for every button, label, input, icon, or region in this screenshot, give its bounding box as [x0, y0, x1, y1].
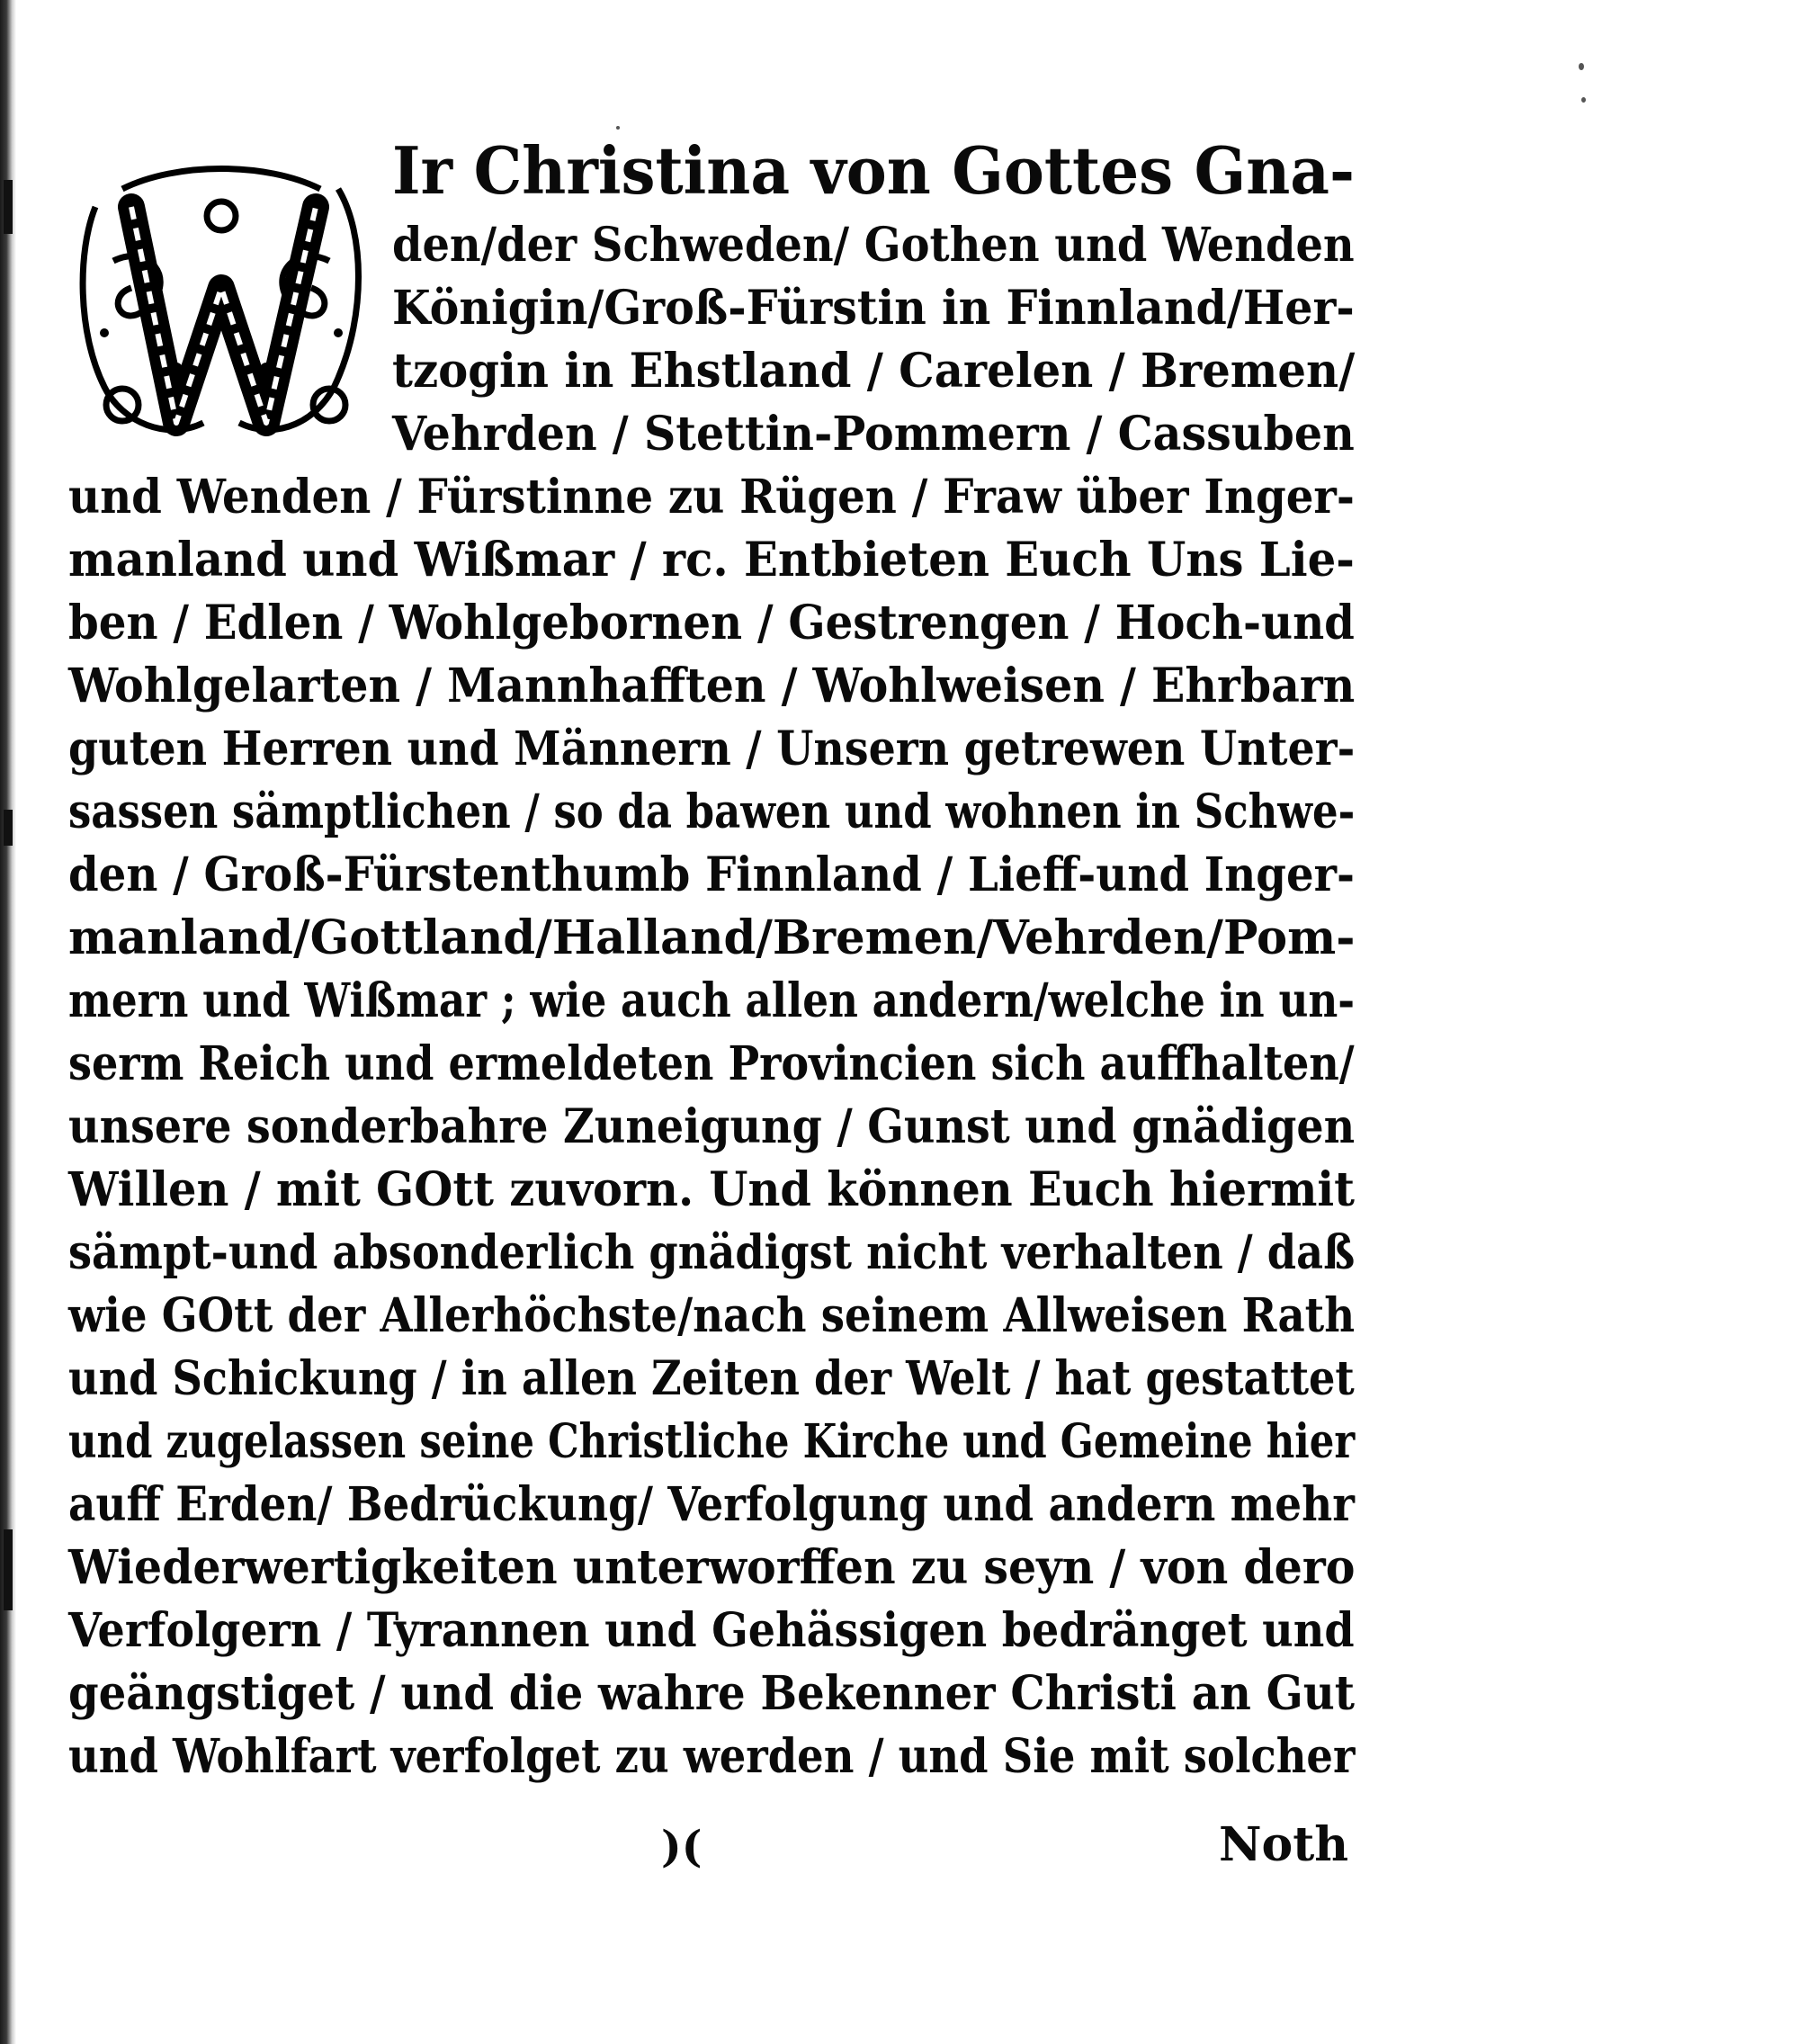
catchword: Noth	[1219, 1817, 1349, 1872]
text-line: Ir Christina von Gottes Gna-	[392, 132, 1355, 209]
text-line: auff Erden/ Bedrückung/ Verfolgung und andern mehr	[68, 1477, 1355, 1532]
text-line: Vehrden / Stettin-Pommern / Cassuben	[392, 407, 1355, 462]
decorated-initial-letter	[68, 153, 374, 459]
text-line: und Wohlfart verfolget zu werden / und Sie mit solcher	[68, 1729, 1356, 1784]
text-line: den / Groß-Fürstenthumb Finnland / Lieff-und Inger-	[68, 847, 1355, 902]
text-line: Königin/Groß-Fürstin in Finnland/Her-	[392, 281, 1355, 336]
text-line: Verfolgern / Tyrannen und Gehässigen bedränget und	[68, 1603, 1355, 1658]
binding-mark	[4, 180, 13, 234]
text-line: manland und Wißmar / rc. Entbieten Euch Uns Lie-	[68, 533, 1355, 587]
binding-mark	[4, 1529, 13, 1610]
text-line: sassen sämptlichen / so da bawen und wohnen in Schwe-	[68, 784, 1356, 839]
text-line: serm Reich und ermeldeten Provincien sich auffhalten/	[68, 1036, 1355, 1091]
paper-speck	[1579, 63, 1584, 70]
text-line: Wohlgelarten / Mannhafften / Wohlweisen / Ehrbarn	[68, 659, 1356, 713]
page-edge	[0, 0, 16, 2044]
binding-mark	[4, 810, 13, 846]
text-line: und Schickung / in allen Zeiten der Welt / hat gestattet	[68, 1351, 1355, 1406]
text-line: ben / Edlen / Wohlgebornen / Gestrengen / Hoch-und	[68, 596, 1355, 650]
text-line: den/der Schweden/ Gothen und Wenden	[392, 218, 1355, 273]
text-line: Wiederwertigkeiten unterworffen zu seyn / von dero	[68, 1540, 1356, 1595]
text-line: Willen / mit GOtt zuvorn. Und können Euch hiermit	[68, 1162, 1356, 1217]
paper-speck	[616, 126, 620, 130]
text-line: wie GOtt der Allerhöchste/nach seinem Allweisen Rath	[68, 1288, 1356, 1343]
document-body	[68, 132, 1356, 1916]
text-line: manland/Gottland/Halland/Bremen/Vehrden/Pom-	[68, 910, 1356, 965]
signature-mark: )(	[661, 1822, 703, 1872]
paper-speck	[1581, 97, 1586, 103]
text-line: geängstiget / und die wahre Bekenner Christi an Gut	[68, 1666, 1355, 1721]
text-line: mern und Wißmar ; wie auch allen andern/welche in un-	[68, 973, 1356, 1028]
text-line: sämpt-und absonderlich gnädigst nicht verhalten / daß	[68, 1225, 1356, 1280]
text-line: und zugelassen seine Christliche Kirche und Gemeine hier	[68, 1414, 1356, 1469]
text-line: tzogin in Ehstland / Carelen / Bremen/	[392, 344, 1356, 399]
text-line: und Wenden / Fürstinne zu Rügen / Fraw über Inger-	[68, 470, 1355, 524]
text-line: guten Herren und Männern / Unsern getrewen Unter-	[68, 722, 1356, 776]
text-line: unsere sonderbahre Zuneigung / Gunst und gnädigen	[68, 1099, 1356, 1154]
